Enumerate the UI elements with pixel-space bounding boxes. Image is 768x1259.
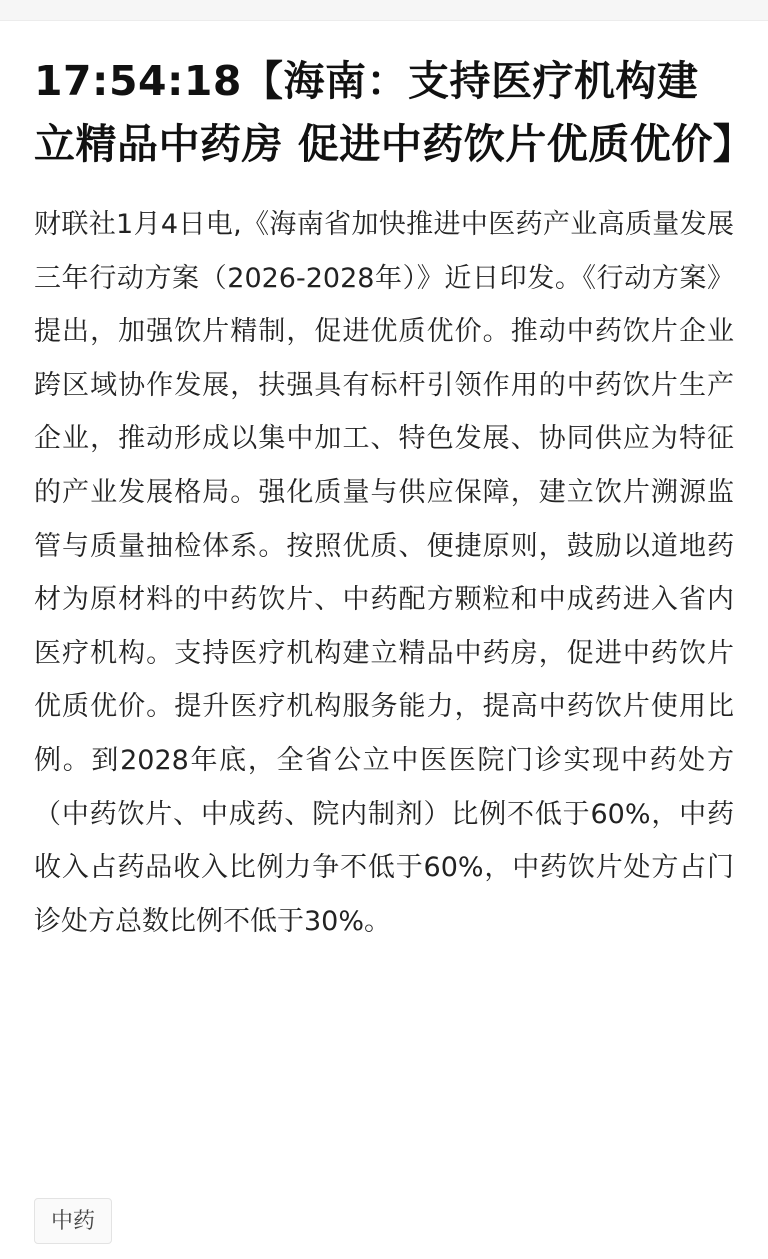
- article-headline: 17:54:18【海南：支持医疗机构建立精品中药房 促进中药饮片优质优价】: [34, 57, 755, 168]
- top-bar: [0, 0, 768, 21]
- article-body: 财联社1月4日电,《海南省加快推进中医药产业高质量发展三年行动方案（2026-2028年）》近日印发。《行动方案》提出，加强饮片精制，促进优质优价。推动中药饮片企业跨区域协作发展，扶强具有标杆引领作用的中药饮片生产企业，推动形成以集中加工、特色发展、协同供应为特征的产业发展格局。强化质量与供应保障，建立饮片溯源监管与质量抽检体系。按照优质、便捷原则，鼓励以道地药材为原材料的中药饮片、中药配方颗粒和中成药进入省内医疗机构。支持医疗机构建立精品中药房，促进中药饮片优质优价。提升医疗机构服务能力，提高中药饮片使用比例。到2028年底，全省公立中医医院门诊实现中药处方（中药饮片、中成药、院内制剂）比例不低于60%，中药收入占药品收入比例力争不低于60%，中药饮片处方占门诊处方总数比例不低于30%。: [34, 209, 734, 937]
- tag-chip[interactable]: 中药: [34, 1198, 112, 1244]
- article: [34, 50, 755, 948]
